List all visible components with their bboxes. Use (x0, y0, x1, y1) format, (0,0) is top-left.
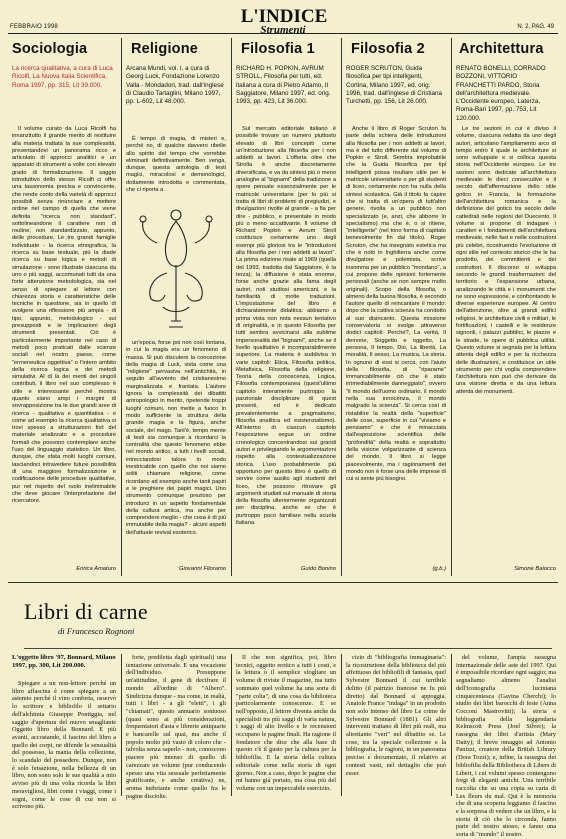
libri-column-4 (346, 654, 446, 796)
filosofia1-heading: Filosofia 1 (241, 41, 315, 57)
filosofia2-heading: Filosofia 2 (351, 41, 425, 57)
religione-review-bottom (126, 340, 226, 564)
sociologia-review (12, 126, 116, 564)
column-divider (231, 654, 232, 796)
sociologia-heading: Sociologia (12, 41, 88, 57)
article-paragraph: cizio di "bibliografia immaginaria": la ricostruzione della biblioteca del più affettuoso dei bibliofili di fantasia, quel Sylvestre Bonnard il cui terribile delitto (il patrizio francese ne fu più diretto) dal Bonnard si appoggia. Anatole France "indaga" in un prodotto non solo intenso del libro Le crime de Sylvestre Bonnard (1881). Gli altri interventi trattano di libri più reali, ma altrettanto "veri" nel dibattito se. Le cose, tra la speciale collezione e la bibliografia, le ragioni, in un panorama preciso e documentato, il relativo ai contesti vasti, nel dettaglio che può esser. (346, 654, 446, 777)
filosofia2-review (346, 126, 446, 564)
column-divider (121, 38, 122, 576)
article-paragraph: del volume, l'ampia rassegna internazionale delle aste del 1997. Qui è impossibile ricordare ogni saggio; ma segnaliamo almeno l'analisi dell'iconografia luciniana cinquecentesca (Gavina Cherchi); lo studio dei libri barocchi di feste (Anna Cocconi Mastrovitti); la storia e bibliografia della leggendaria Kelmscott Press (Joel Silver); la rassegna dei libri d'artista (Mary Datty); il breve omaggio ad Antonio Panizzi, creatore della British Library (Dora Tozzi); e, infine, la rassegna dei bibliofilia della Bibliotheca di Libers di Libert, i cui volumi spesso contengono fregi di eleganti antichi. Una terribile raccolta che su una copia su carta di Les fleurs du mal. Qui è la memoria che di una scoperta leggiamo il fascino e la sorpresa di vedere che un libro, e la storia di ciò che lo circonda, fanno parte del nostro stesso, e fanno una sorta di "mondo" il nostro. (456, 654, 557, 839)
architettura-book-ref: RENATO BONELLI, CORRADO BOZZONI, VITTORIO FRANCHETTI PARDO, Storia dell'architettura medievale. L'Occidente europeo, Laterza, Roma-Bari 1997, pp. 753, Lit 120.000. (456, 65, 546, 122)
column-divider (341, 654, 342, 796)
review-paragraph: Il volume curato da Luca Ricolfi ha innanzitutto il grande merito di restituire alla materia trattata la sue complessità, presentandovi un panorama ricco e articolato di approcci analitici e un apparato di strumenti a volte con elevato grado di formalizzazione. Il saggio introduttivo dello stesso Ricolfi ci offre una tassonomia precisa e convincente, che rende conto della varietà di approcci possibili senza rinunciare a mettere ordine nel campo di quella che viene definita "ricerca non standard", sottolineandone il carattere non di routine, non standardizzato, appunto, delle procedure. Le tre grandi famiglie individuate - la ricerca etnografica, la ricerca su base testuale, più la diade ricerca su base logica e metodi di simulazione - sono illustrate ciascuna da uno o più saggi, accomunati tutti da una forte attenzione metodologica, sia nel senso di spiegare al lettore con chiarezza storia e caratteristiche delle tecniche in questione, sia in quello di svolgere una riflessione più ampia - di tipo, appunto, metodologico - sui presupposti e le implicazioni degli strumenti presentati. Ciò è particolarmente importante nel caso di metodi poco praticati dalle scienze sociali nel nostro paese, come "ermeneutica oggettiva" o l'intero ambito della ricerca logica e dei metodi simulativi. Al di là dei meriti dei singoli contributi, il libro nel suo complesso è utile e interessante perché mostra quanto siano ampi i margini di sovrapposizione tra le due grandi aree di ricerca - qualitativa e quantitativa - e come ad esempio la ricerca qualitativa si trovi spesso a strutturazioni fort del materiale analizzato e a procedure formali che possono contemplare anche l'uso del linguaggio statistico. Un libro, dunque, che sfata molti luoghi comuni, lasciandoci intravedere future possibilità di una maggiore formalizzazione e codificazione delle procedure qualitative, pur nel rispetto del ruolo ineliminabile che deve giocare l'interpretazione del ricercatore. (12, 126, 116, 505)
column-divider (451, 38, 452, 576)
section-rule (8, 582, 558, 583)
title-rule (24, 648, 552, 649)
religione-signature: Giovanni Filoramo (178, 566, 226, 572)
religione-review-top (126, 136, 226, 202)
libri-column-5 (456, 654, 557, 839)
libri-book-ref: L'oggetto libro '97, Bonnard, Milano 1997, pp. 300, Lit 200.000. (12, 654, 116, 669)
religione-book-ref: Arcana Mundi, vol. I, a cura di Georg Luck, Fondazione Lorenzo Valla - Mondadori, trad. dall'inglese di Claudio Tartaglini, Milano 1997, pp. L-602, Lit 48.000. (126, 65, 224, 106)
article-paragraph: forte, prediletta dagli spirituali) una tentazione universale. E una vocazione dell'individuo. Presuppone un'attitudine, il gene di decifrare il mondo all'ordine di "Albero". Sindirizza dunque - ma come, in realtà, tutti i libri - a gli "eletti", i gli "chiamati", questo annuario sontuoso (quasi sono ai più considerazioni, frequentatori d'asta e librerie antiquarie e bancarelle sul quai, ma anche il popolo molto più vasto di coloro che - talvolta senza saperlo - non, conoscono piacere più intenso di quello di carezzare un volume (pur conducendo spesso una vita sessuale perfettamente gratificante, e anche creativa) ne, aroma inebriante come quello fra le pagine disciolte. (126, 654, 226, 800)
filosofia1-review (236, 126, 336, 564)
review-paragraph: Le tre sezioni in cui è diviso il volume, ciascuna redatta da uno degli autori, articolano l'ampliamento arco di tempo entro il quale le architetture si sono sviluppate e si colloca questa storia nell'Occidente europeo. Le tre sezioni sono dedicate all'architettura medievale: le dieci consecutive e il secolo dell'affermazione dello stile gotico in Francia, la formazione dell'architettura romanica e la definizione del gotico tra secolo delle cattedrali nelle regioni del Duecento. Il volume si propone di indagare i caratteri e i fondamenti dell'architettura medievale, nelle fasi e nelle costruzioni più celebri, ricostruendo l'evoluzione di ogni stile nel contesto storico che le ha prodotto, dei committenti e dei costruttori. Il discorso si sviluppa secondo le grandi trasformazioni del territorio e l'espansione urbana, analizzando le città e i monumenti che ne sono espressione, e confrontando le diverse esperienze europee. Al centro dell'attenzione, oltre ai grandi edifici religiosi, le architetture civili e militari, le fortificazioni, i castelli e le residenze signorili, i palazzi pubblici, le piazze e le strade, le opere di pubblica utilità. Questo volume si segnala per la lettura attenta degli edifici e per la ricchezza delle illustrazioni, e costituisce un utile strumento per chi voglia comprendere l'architettura non può che derivare da una visione diretta e da una lettura attenta dei monumenti. (456, 126, 556, 395)
svg-text:L'INDICE: L'INDICE (240, 6, 328, 27)
libri-book-ref-block (12, 654, 116, 673)
issue-number: N. 2, PAG. 49 (517, 24, 554, 30)
section-subtitle: Strumenti (260, 24, 306, 36)
architettura-heading: Architettura (459, 41, 544, 57)
filosofia2-book-ref: ROGER SCRUTON, Guida filosofica per tipi intelligenti, Cortina, Milano 1997, ed. orig. 1996, trad. dall'inglese di Cristiana Turchetti, pp. 156, Lit 26.000. (346, 65, 443, 106)
review-paragraph: Sul mercato editoriale italiano è possibile trovare un numero piuttosto elevato di libri concepiti come un'introduzione alla filosofia per i non addetti ai lavori. L'offerta oltre che Strolla è anche discretamente diversificata, e va da sintesi più o meno analoghe al "bignami" della tradizione a opere pensate essenzialmente per le matricole universitarie (per lo più si tratta di libri di problemi di pregiudizi, e divulgazioni rivolte al grande - a fia per dire - pubblico, e presentate in modo più o meno accattivante. Il volume di Richard Popkin e Avrum Stroll costituisce certamente uno degli esempi più gloriosi tra le "introduzioni alla filosofia per i non addetti ai lavori". La prima edizione risale al 1969 (quella del 1993, tradotta dal Saggiatore, è la terza); la diffusione è stata enorme, forse anche grazie alla fama degli autori, noti studiosi americani, e la familiarità di molte traduzioni. L'impostazione del libro è dichiaratamente didattica: abbiamo a prima vista non nota nessun tentativo di originalità, e in questo Filosofia per tutti sembra avvicinarsi alla sublime impersonalità dei "bignami", anche se il livello qualitativo è incomparabilmente superiore. La materia è suddivisa in varie capitoli: Etica, Filosofia politica, Metafisica, Filosofia della religione, Teoria della conoscenza, Logica, Filosofia contemporanea (quest'ultimo capitolo interamente purtroppo la parzionale disciplinare di quest presenti, ed è dedicato prevalentemente a pragmatismo, filosofia analitica ed esistenzialismo). All'interno di ciascun capitolo l'esposizione segue un ordine cronologico concentrandosi sui grandi autori e privilegiando le argomentazioni rispetto alla contestualizzazione storica. L'uso probabilmente più opportuno per questo libro è quello di servire come ausilio agli studenti del liceo, che possono ritrovare gli argomenti studiati sul manuale di storia della filosofia ulteriormente organizzati per disciplina, anche se che è purtroppo poco familiare nella scuola italiana. (236, 126, 336, 527)
sociologia-signature: Enrica Amaturo (76, 566, 116, 572)
article-author: di Francesco Rognoni (58, 626, 135, 636)
libri-column-2 (126, 654, 226, 800)
filosofia2-signature: (g.b.) (432, 566, 446, 572)
column-divider (451, 654, 452, 796)
sociologia-book-ref: La ricerca qualitativa, a cura di Luca Ricolfi, La Nuova Italia Scientifica, Roma 1997, pp. 315, Lit 39.000. (12, 65, 113, 89)
article-paragraph: Spiegare a un non-lettore perché un libro affascina è come spiegare a un astemio perché il vino conforta, osservò lo scrittore e bibliofilo il settario dell'alchimia Giuseppe Pontiggia, nel saggio d'apertura del nuovo smagliante Oggetto libro della Bonnard. E più avanti, accostando, il fascino del libro a quello dei corpi, ne difende la sensualità del possesso, la mania della collezione, lo scandalo del possedere. Dunque, non è solo fetsazione, nella bellezza di un libro, non sono solo le sue qualità a mio avviso più di una volta ricorda la libri meravigliosi, libri come i viaggi, come i sogni, come le cose di cui non si scrivono più. (12, 680, 116, 811)
magic-amulet-illustration (127, 203, 225, 337)
article-title: Libri di carne (24, 599, 148, 624)
filosofia1-signature: Guido Bonino (300, 566, 336, 572)
libri-column-1 (12, 680, 116, 811)
top-rule (8, 33, 558, 34)
religione-heading: Religione (131, 41, 199, 57)
column-divider (121, 654, 122, 796)
filosofia1-book-ref: RICHARD H. POPKIN, AVRUM STROLL, Filosofia per tutti, ed. italiana a cura di Pietro Adamo, Il Saggiatore, Milano 1997, ed. orig. 1993, pp. 423, Lit 36.000. (236, 65, 331, 106)
column-divider (231, 38, 232, 576)
architettura-signature: Simone Baiocco (514, 566, 556, 572)
review-paragraph: Anche il libro di Roger Scruton fa parte della schiera delle introduzioni alla filosofia per i non addetti ai lavori, ma è del tutto differente dal volume di Popkin e Stroll. Sembra improbabile che la Guida filosofica per tipi intelligenti possa risultare utile per le matricole universitarie o per gli studenti di liceo, certamente non ha nulla della sintesi scolastica. Già il titolo fa capire che si tratta di un'opera di tutt'altro genere, rivolta a un pubblico non specializzato (e, anzi, che abborre lo specialismo) ma che è, o si ritiene, "intelligente" (nel tono forma di capitato benevolmente fin dal titolo). Roger Scruton, che ha insegnato estetica ma che è noto in Inghilterra anche come divulgatore e polemista, scrive insomma per un pubblico "mondano", a cui propone delle opinioni fortemente personali (anche se non sempre molto originali). Scopo della filosofia, o almeno della buona filosofia, è secondo l'autore quello di reincantare il mondo: dopo che la cattiva scienza ha condotto al suo disincanto. Questa missione conservatoria si svolge attraverso dodici capitoli: Perché?, La verità, Il demone, Soggetto e oggetto, La persona, Il tempo, Dio, La libertà, La moralità, Il sesso, La musica, La storia. In ognuno di essi si cerca, con l'aiuto della filosofia, di "ripararne" immancabilmente ciò che è stato irrimediabilmente danneggiato", ovvero "il mondo dell'uomo ordinario, il mondo nella sua innocenza, il mondo malgrado la scienza". Si cerca così di ristabilire la realtà della "superficie" delle cose, superficie in cui "viviamo e pensiamo" e che è minacciata dall'esposizione scientifica delle "profondità" della realtà e soprattutto della visione volgarizzante di scienza del mondo. Il libro si legge piacevolmente, ma i ragionamenti del mondo non è forse una delle imprese di cui si sente più bisogno. (346, 126, 446, 483)
architettura-review (456, 126, 556, 564)
issue-date: FEBBRAIO 1998 (10, 24, 58, 30)
review-paragraph: un'epoca, forse poi non così lontana, in cui la magia era un fenomeno di massa. Si può discutere la concezione della magia di Luck, vista come una "religione" pervasiva nell'antichità, in seguito all'avvento del cristianesimo marginalizzata e frantata. L'autore ignora la complessità dei dibattiti antropologici in merito, ripetende troppi luoghi comuni, non mette a fuoco in modo sufficiente la struttura della grande magia e la figura, anche sociale, del mago. Tant'è, tempo mente di testi sia comunque a ricordarci la centralità che questo fenomeno ebbe nel mondo antico, a tutti i livelli sociali, intrecciandosi talora in modo inestricabile con quello che noi siamo soliti chiamare religione, come ricordano ad esempio anche tanti papiri e le preghiere dei papiri magici. Uno strumento comunque prezioso per introdurci in un aspetto fondamentale della cultura antica, ma anche per comprendere meglio - che cosa è di più immutabile della magia? - alcuni aspetti dell'attuale revival esoterico. (126, 340, 226, 536)
article-paragraph: Il che non significa, poi, libro tecnici, oggetto erotico a tutti i costi, e la lettura o il semplice sfogliare un volume di riviste il magazine, ma tutto sommato quel volume ha una sorta di "parte colta", di una cosa da biblioteca particolarmente conoscenze. E se nell'opposto, il lettore diventa anche da specialisti tra più saggi di varia natura, i saggi di alto livello e le recensioni occupano le pagine finali. Ha ragione il fondatore che dice che alla base di questo c'è il gusto per la cultura per la bibliofilia. E la storia della cultura editoriale come nella storia di ogni giorno. Non a caso, dopo le pagine che mi hanno già portato, ma cosa più del volume con un impeccabile esercizio. (236, 654, 336, 792)
review-paragraph: È tempo di magia, di misteri e, perché no, di qualche davvero ribelle allo spirito del tempo che vorrebbe eliminarli definitivamente. Ben venga, dunque, questa antologia di testi magici, miracolosi e demonologici, dottamente introdotta e commentata, che ci riporta a (126, 136, 226, 194)
libri-column-3 (236, 654, 336, 796)
column-divider (341, 38, 342, 576)
